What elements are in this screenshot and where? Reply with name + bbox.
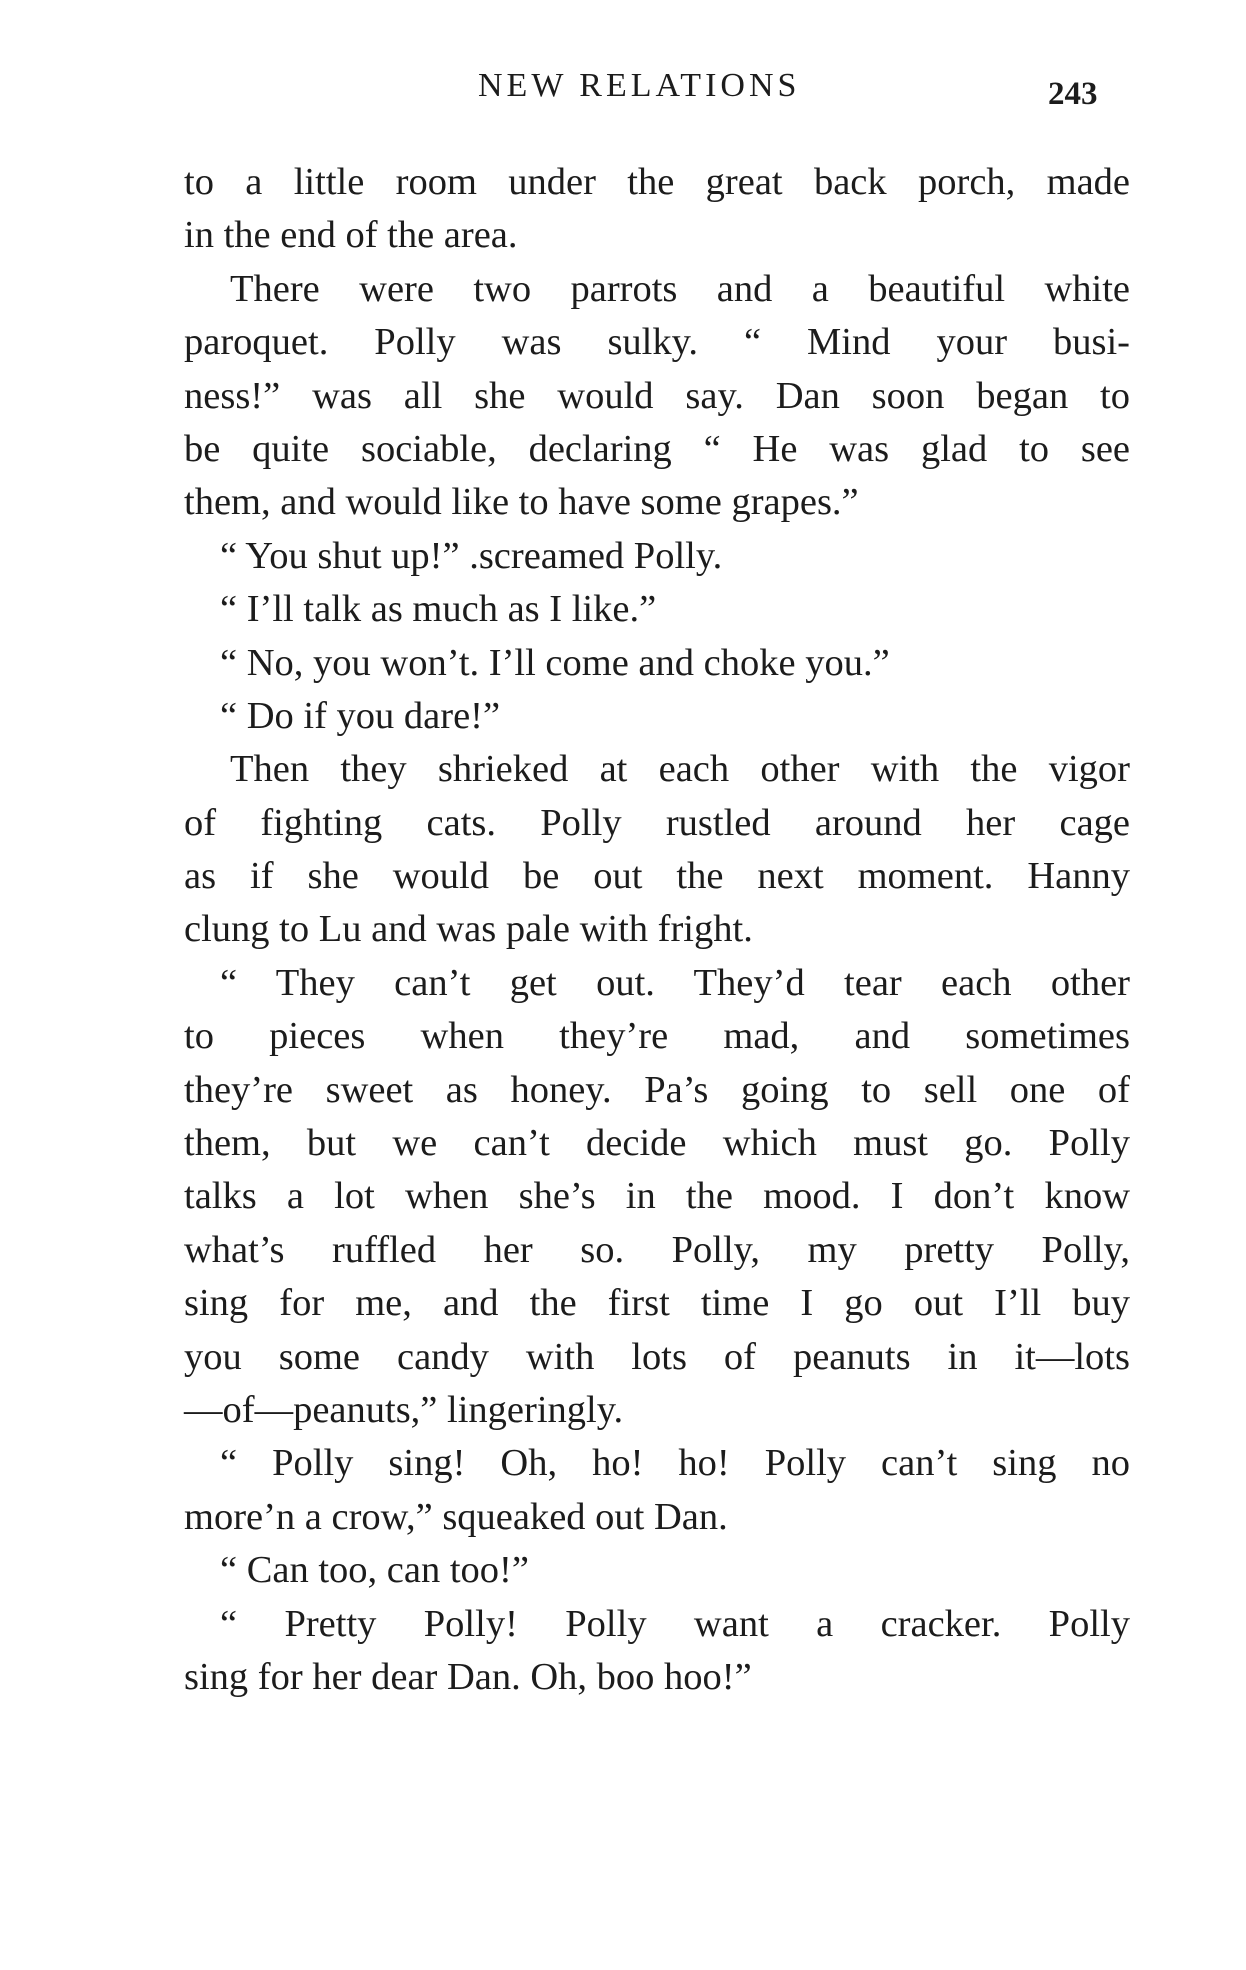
text-line: Then they shrieked at each other with the vigor: [230, 748, 1130, 791]
text-line: what’s ruffled her so. Polly, my pretty Polly,: [184, 1228, 1130, 1271]
text-line: There were two parrots and a beautiful white: [230, 267, 1130, 310]
text-line: “ Pretty Polly! Polly want a cracker. Polly: [220, 1602, 1130, 1645]
text-line: clung to Lu and was pale with fright.: [184, 908, 753, 951]
text-line: be quite sociable, declaring “ He was glad to see: [184, 427, 1130, 470]
text-line: to a little room under the great back porch, made: [184, 161, 1130, 203]
text-line: of fighting cats. Polly rustled around her cage: [184, 801, 1130, 844]
text-line: ness!” was all she would say. Dan soon began to: [184, 374, 1130, 417]
text-line: them, but we can’t decide which must go. Polly: [184, 1122, 1130, 1165]
text-line: “ Polly sing! Oh, ho! ho! Polly can’t sing no: [220, 1442, 1130, 1485]
text-line: you some candy with lots of peanuts in it—lots: [184, 1335, 1130, 1378]
running-head: [0, 66, 1246, 116]
text-line: “ They can’t get out. They’d tear each other: [220, 961, 1130, 1004]
page-number: 243: [1048, 76, 1098, 112]
body-text: [184, 156, 1130, 1704]
text-line: talks a lot when she’s in the mood. I don’t know: [184, 1175, 1130, 1218]
text-line: to pieces when they’re mad, and sometimes: [184, 1015, 1130, 1058]
text-line: them, and would like to have some grapes.”: [184, 481, 859, 524]
text-line: sing for her dear Dan. Oh, boo hoo!”: [184, 1655, 752, 1698]
text-line: “ Can too, can too!”: [220, 1549, 529, 1592]
text-line: in the end of the area.: [184, 214, 518, 257]
text-line: “ I’ll talk as much as I like.”: [220, 588, 657, 631]
text-line: “ No, you won’t. I’ll come and choke you.”: [220, 641, 890, 684]
text-line: “ You shut up!” .screamed Polly.: [220, 534, 723, 577]
text-line: they’re sweet as honey. Pa’s going to sell one of: [184, 1068, 1130, 1111]
text-line: —of—peanuts,” lingeringly.: [184, 1388, 624, 1431]
text-line: “ Do if you dare!”: [220, 694, 501, 737]
text-line: paroquet. Polly was sulky. “ Mind your busi-: [184, 321, 1130, 364]
text-line: sing for me, and the first time I go out I’ll buy: [184, 1282, 1130, 1325]
text-line: more’n a crow,” squeaked out Dan.: [184, 1495, 728, 1538]
chapter-title: NEW RELATIONS: [478, 67, 801, 104]
text-line: as if she would be out the next moment. Hanny: [184, 855, 1130, 898]
